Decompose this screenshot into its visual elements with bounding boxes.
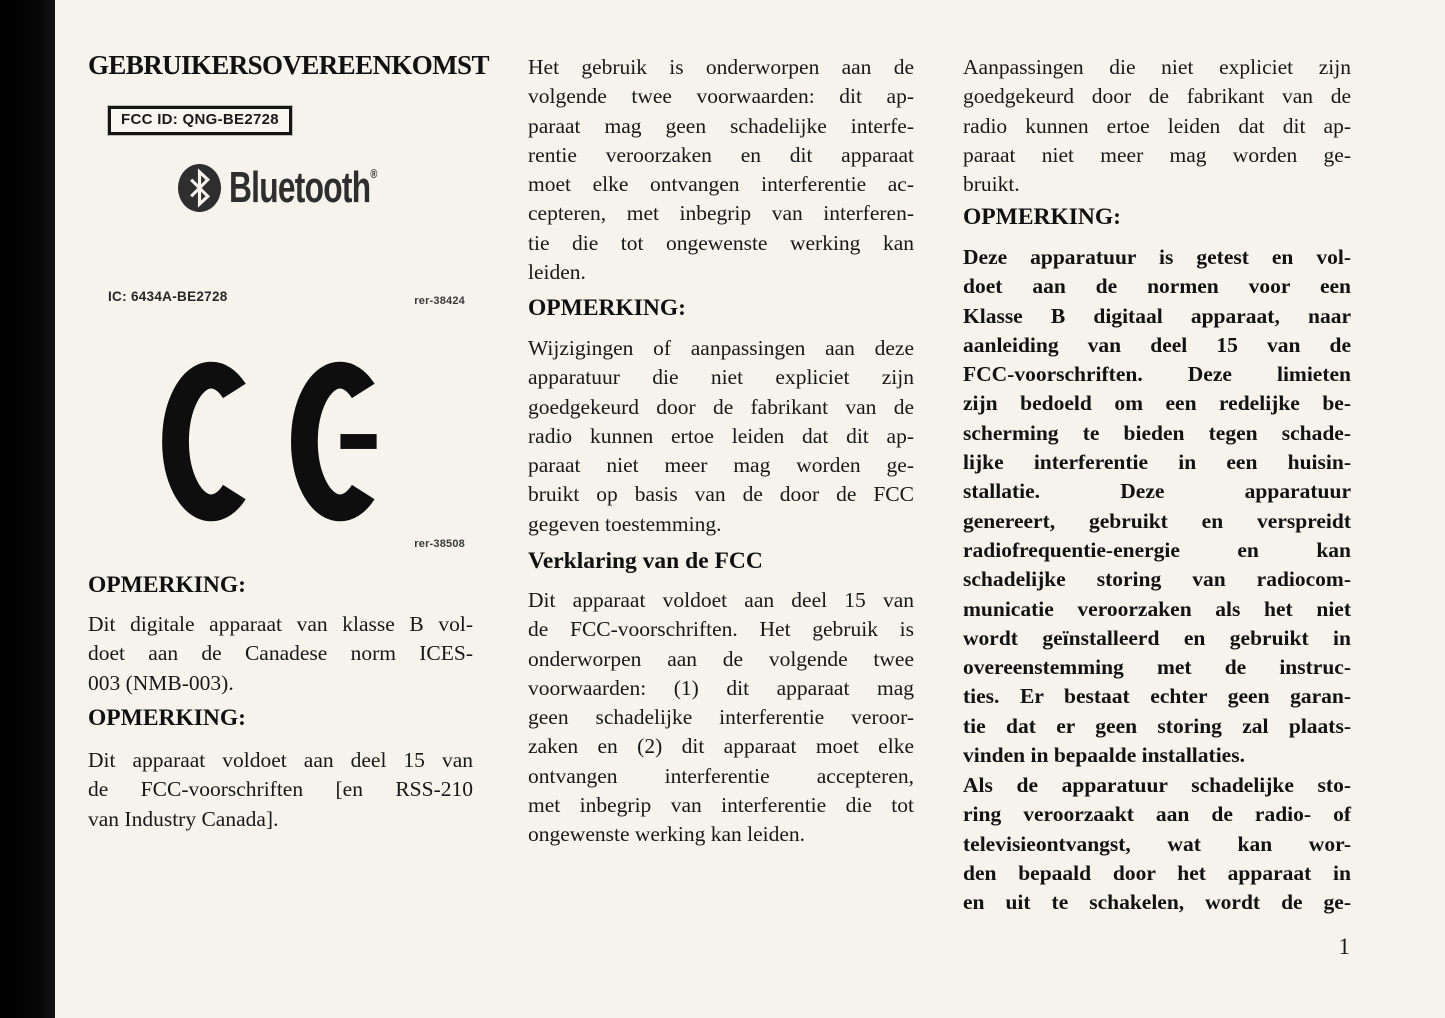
text-line: apparatuur die niet expliciet zijn bbox=[528, 365, 914, 390]
paragraph-middle-1 bbox=[528, 53, 914, 287]
text-line: geen schadelijke interferentie veroor- bbox=[528, 705, 914, 730]
note-heading-left-1: OPMERKING: bbox=[88, 572, 246, 598]
bluetooth-wordmark-wrap bbox=[229, 163, 377, 213]
note-heading-left-2: OPMERKING: bbox=[88, 705, 246, 731]
text-line: de FCC-voorschriften [en RSS-210 bbox=[88, 777, 473, 802]
text-line: paraat mag geen schadelijke interfe- bbox=[528, 113, 914, 138]
text-line: Klasse B digitaal apparaat, naar bbox=[963, 303, 1351, 328]
text-line: voorwaarden: (1) dit apparaat mag bbox=[528, 675, 914, 700]
text-line: radio kunnen ertoe leiden dat dit ap- bbox=[963, 113, 1351, 138]
registered-trademark-mark: ® bbox=[370, 166, 378, 181]
bluetooth-wordmark: Bluetooth bbox=[229, 163, 371, 212]
page-title: GEBRUIKERSOVEREENKOMST bbox=[88, 50, 489, 80]
text-line: 003 (NMB-003). bbox=[88, 670, 234, 695]
text-line: Dit digitale apparaat van klasse B vol- bbox=[88, 612, 473, 636]
paragraph-right-continued-bold bbox=[963, 771, 1351, 917]
text-line: genereert, gebruikt en verspreidt bbox=[963, 508, 1351, 533]
paragraph-right-note-bold bbox=[963, 243, 1351, 770]
text-line: goedgekeurd door de fabrikant van de bbox=[963, 84, 1351, 109]
text-line: leiden. bbox=[528, 260, 586, 285]
text-line: cepteren, met inbegrip van interferen- bbox=[528, 201, 914, 226]
text-line: overeenstemming met de instruc- bbox=[963, 655, 1351, 680]
text-line: den bepaald door het apparaat in bbox=[963, 860, 1351, 885]
paragraph-right-1 bbox=[963, 53, 1351, 199]
text-line: Dit apparaat voldoet aan deel 15 van bbox=[528, 588, 914, 612]
text-line: en uit te schakelen, wordt de ge- bbox=[963, 890, 1351, 915]
text-line: moet elke ontvangen interferentie ac- bbox=[528, 172, 914, 197]
figure-ref-ce: rer-38508 bbox=[414, 538, 465, 550]
text-line: schadelijke storing van radiocom- bbox=[963, 567, 1351, 592]
page-gutter-bar bbox=[0, 0, 55, 1018]
text-line: volgende twee voorwaarden: dit ap- bbox=[528, 84, 914, 109]
text-line: ontvangen interferentie accepteren, bbox=[528, 763, 914, 788]
text-line: stallatie. Deze apparatuur bbox=[963, 479, 1351, 504]
text-line: tie die tot ongewenste werking kan bbox=[528, 230, 914, 255]
text-line: lijke interferentie in een huisin- bbox=[963, 450, 1351, 475]
text-line: bruikt. bbox=[963, 172, 1020, 197]
text-line: onderworpen aan de volgende twee bbox=[528, 646, 914, 671]
text-line: ties. Er bestaat echter geen garan- bbox=[963, 684, 1351, 709]
text-line: vinden in bepaalde installaties. bbox=[963, 743, 1245, 768]
note-heading-right: OPMERKING: bbox=[963, 204, 1121, 230]
figure-ref-bluetooth: rer-38424 bbox=[414, 295, 465, 307]
text-line: radiofrequentie-energie en kan bbox=[963, 537, 1351, 562]
text-line: doet aan de Canadese norm ICES- bbox=[88, 641, 473, 666]
text-line: goedgekeurd door de fabrikant van de bbox=[528, 394, 914, 419]
text-line: municatie veroorzaken als het niet bbox=[963, 596, 1351, 621]
paragraph-middle-note bbox=[528, 334, 914, 539]
text-line: Deze apparatuur is getest en vol- bbox=[963, 245, 1351, 269]
text-line: ring veroorzaakt aan de radio- of bbox=[963, 802, 1351, 827]
text-line: paraat niet meer mag worden ge- bbox=[528, 453, 914, 478]
text-line: Aanpassingen die niet expliciet zijn bbox=[963, 55, 1351, 79]
page-number: 1 bbox=[1338, 934, 1350, 959]
text-line: paraat niet meer mag worden ge- bbox=[963, 142, 1351, 167]
text-line: zijn bedoeld om een redelijke be- bbox=[963, 391, 1351, 416]
text-line: scherming te bieden tegen schade- bbox=[963, 420, 1351, 445]
text-line: Als de apparatuur schadelijke sto- bbox=[963, 773, 1351, 797]
note-heading-middle: OPMERKING: bbox=[528, 295, 686, 321]
text-line: zaken en (2) dit apparaat moet elke bbox=[528, 734, 914, 759]
text-line: rentie veroorzaken en dit apparaat bbox=[528, 142, 914, 167]
ce-mark-icon bbox=[162, 361, 390, 522]
paragraph-middle-fcc bbox=[528, 586, 914, 850]
text-line: de FCC-voorschriften. Het gebruik is bbox=[528, 617, 914, 642]
text-line: van Industry Canada]. bbox=[88, 806, 279, 831]
text-line: met inbegrip van interferentie die tot bbox=[528, 793, 914, 818]
text-line: wordt geïnstalleerd en gebruikt in bbox=[963, 625, 1351, 650]
paragraph-left-note2 bbox=[88, 746, 473, 834]
text-line: Wijzigingen of aanpassingen aan deze bbox=[528, 336, 914, 360]
text-line: ongewenste werking kan leiden. bbox=[528, 822, 806, 847]
text-line: radio kunnen ertoe leiden dat dit ap- bbox=[528, 423, 914, 448]
fcc-id-badge bbox=[108, 106, 292, 135]
ic-label: IC: 6434A-BE2728 bbox=[108, 289, 228, 304]
text-line: gegeven toestemming. bbox=[528, 511, 722, 536]
bluetooth-icon bbox=[177, 163, 222, 213]
text-line: bruikt op basis van de door de FCC bbox=[528, 482, 914, 507]
fcc-id-label: FCC ID: QNG-BE2728 bbox=[121, 111, 279, 128]
paragraph-left-note1 bbox=[88, 610, 473, 698]
text-line: FCC-voorschriften. Deze limieten bbox=[963, 362, 1351, 387]
fcc-statement-heading: Verklaring van de FCC bbox=[528, 548, 763, 574]
text-line: televisieontvangst, wat kan wor- bbox=[963, 831, 1351, 856]
text-line: doet aan de normen voor een bbox=[963, 274, 1351, 299]
bluetooth-logo bbox=[177, 162, 435, 214]
text-line: tie dat er geen storing zal plaats- bbox=[963, 713, 1351, 738]
text-line: aanleiding van deel 15 van de bbox=[963, 332, 1351, 357]
text-line: Dit apparaat voldoet aan deel 15 van bbox=[88, 748, 473, 772]
text-line: Het gebruik is onderworpen aan de bbox=[528, 55, 914, 79]
